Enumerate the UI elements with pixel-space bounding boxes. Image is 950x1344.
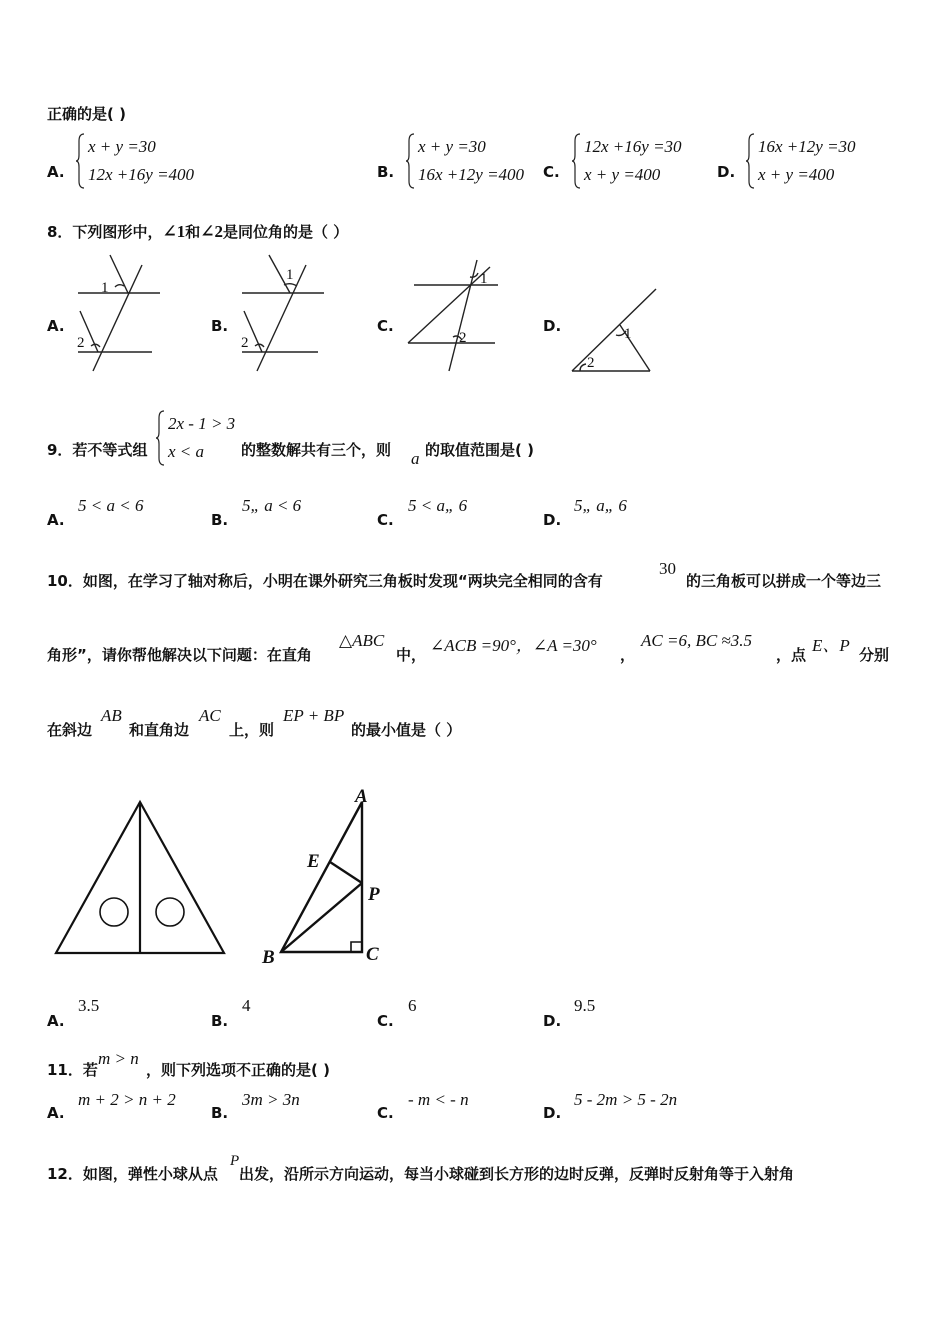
brace-icon — [572, 133, 581, 189]
q11-option-d-label: D. — [543, 1104, 562, 1122]
q10-option-a-label: A. — [47, 1012, 65, 1030]
q9-option-d-label: D. — [543, 511, 562, 529]
q7-a-eq1: x + y =30 — [88, 137, 156, 156]
q7-a-eq2: 12x +16y =400 — [88, 165, 195, 184]
q11-option-a: m + 2 > n + 2 — [78, 1090, 176, 1109]
q12-stem-b: 出发，沿所示方向运动，每当小球碰到长方形的边时反弹，反弹时反射角等于入射角 — [239, 1165, 795, 1183]
q8-a-mark-1: 1 — [101, 280, 109, 296]
q7-option-d-system — [748, 133, 856, 189]
q7-tail: 正确的是( ) — [47, 105, 126, 123]
q10-pts: E、P — [812, 636, 850, 655]
q7-c-eq1: 12x +16y =30 — [584, 137, 682, 156]
q8-figure-b — [242, 255, 324, 371]
q8-option-a-label: A. — [47, 317, 65, 335]
q7-option-a-system — [78, 133, 194, 189]
brace-icon — [156, 410, 165, 466]
q9-sys1: 2x - 1 > 3 — [168, 414, 236, 433]
q11-option-c-label: C. — [377, 1104, 394, 1122]
q7-option-b-label: B. — [377, 163, 395, 181]
q9-option-a-label: A. — [47, 511, 65, 529]
q10-option-b: 4 — [242, 996, 251, 1015]
q10-option-d-label: D. — [543, 1012, 562, 1030]
q10-ac: AC — [199, 706, 221, 725]
q10-line2-c: ，点 — [776, 646, 807, 664]
q10-right-triangle-figure — [281, 802, 362, 952]
q8-d-mark-2: 2 — [587, 355, 595, 371]
q7-option-d-label: D. — [717, 163, 736, 181]
q9-stem-a: 9．若不等式组 — [47, 441, 148, 459]
q10-option-d: 9.5 — [574, 996, 596, 1015]
q7-option-c-label: C. — [543, 163, 560, 181]
q8-option-c-label: C. — [377, 317, 394, 335]
q9-option-c-label: C. — [377, 511, 394, 529]
q8-stem-c: 是同位角的是（ ） — [222, 223, 349, 241]
q8-option-b-label: B. — [211, 317, 229, 335]
q10-label-b: B — [262, 947, 275, 968]
q10-comma: ， — [620, 646, 636, 664]
q10-label-c: C — [366, 944, 379, 965]
q8-d-mark-1: 1 — [624, 326, 632, 342]
q8-angle2: ∠2 — [200, 222, 223, 241]
q10-line2-d: 分别 — [859, 646, 890, 664]
q9-var: a — [411, 449, 420, 468]
q7-b-eq1: x + y =30 — [418, 137, 486, 156]
q12-point-p: P — [230, 1153, 240, 1169]
q11-option-b-label: B. — [211, 1104, 229, 1122]
q10-expr: EP + BP — [283, 706, 345, 725]
q11-stem-b: ，则下列选项不正确的是( ) — [146, 1061, 330, 1079]
q10-cond2: AC =6, BC ≈3.5 — [641, 631, 752, 650]
q11-cond: m > n — [98, 1049, 139, 1068]
q11-option-a-label: A. — [47, 1104, 65, 1122]
q8-c-mark-1: 1 — [480, 271, 488, 287]
q9-stem-b: 的整数解共有三个，则 — [241, 441, 392, 459]
q8-stem-b: 和 — [185, 223, 201, 241]
q7-c-eq2: x + y =400 — [584, 165, 661, 184]
q11-option-b: 3m > 3n — [242, 1090, 300, 1109]
q10-line3-d: 的最小值是（ ） — [351, 721, 462, 739]
q10-option-b-label: B. — [211, 1012, 229, 1030]
q10-option-c: 6 — [408, 996, 417, 1015]
q10-option-a: 3.5 — [78, 996, 100, 1015]
q10-line2-b: 中， — [396, 646, 427, 664]
q10-triangle-board-figure — [56, 802, 224, 953]
q8-option-d-label: D. — [543, 317, 562, 335]
q7-d-eq1: 16x +12y =30 — [758, 137, 856, 156]
q8-figure-d — [572, 289, 656, 371]
q9-system — [158, 410, 235, 466]
q8-angle1: ∠1 — [162, 222, 186, 241]
q10-line1-a: 10．如图，在学习了轴对称后，小明在课外研究三角板时发现“两块完全相同的含有 — [47, 572, 603, 590]
q10-option-c-label: C. — [377, 1012, 394, 1030]
q8-figures — [0, 245, 700, 385]
q8-figure-a — [78, 255, 160, 371]
q9-option-c: 5 < a„ 6 — [408, 496, 468, 515]
q8-b-mark-1: 1 — [286, 267, 294, 283]
q7-b-eq2: 16x +12y =400 — [418, 165, 525, 184]
q11-option-c: - m < - n — [408, 1090, 469, 1109]
q10-cond1: ∠ACB =90°，∠A =30° — [430, 636, 597, 655]
brace-icon — [746, 133, 755, 189]
q10-line3-a: 在斜边 — [47, 721, 93, 739]
q10-figures — [0, 780, 420, 980]
q7-d-eq2: x + y =400 — [758, 165, 835, 184]
q9-option-a: 5 < a < 6 — [78, 496, 144, 515]
q9-sys2: x < a — [168, 442, 205, 461]
q12-stem-a: 12．如图，弹性小球从点 — [47, 1165, 218, 1183]
q10-tri: △ABC — [339, 631, 385, 650]
brace-icon — [76, 133, 85, 189]
q9-stem-c: 的取值范围是( ) — [425, 441, 534, 459]
q7-option-b-system — [408, 133, 524, 189]
q10-line3-c: 上，则 — [229, 721, 275, 739]
q8-stem — [47, 221, 348, 242]
q10-line3-b: 和直角边 — [129, 721, 190, 739]
q8-b-mark-2: 2 — [241, 335, 249, 351]
q10-label-e: E — [307, 851, 320, 872]
q8-a-mark-2: 2 — [77, 335, 85, 351]
brace-icon — [406, 133, 415, 189]
q8-stem-a: 8．下列图形中， — [47, 223, 163, 241]
q10-line1-num: 30 — [659, 559, 676, 578]
q10-line1-b: 的三角板可以拼成一个等边三 — [686, 572, 882, 590]
q10-label-p: P — [368, 884, 380, 905]
q9-option-b-label: B. — [211, 511, 229, 529]
q11-stem-a: 11．若 — [47, 1061, 98, 1079]
q7-option-c-system — [574, 133, 682, 189]
q11-option-d: 5 - 2m > 5 - 2n — [574, 1090, 678, 1109]
q10-ab: AB — [101, 706, 122, 725]
q9-option-d: 5„ a„ 6 — [574, 496, 627, 515]
q7-option-a-label: A. — [47, 163, 65, 181]
q10-line2-a: 角形”，请你帮他解决以下问题：在直角 — [47, 646, 312, 664]
q9-option-b: 5„ a < 6 — [242, 496, 302, 515]
q8-c-mark-2: 2 — [459, 330, 467, 346]
q10-label-a: A — [355, 786, 368, 807]
